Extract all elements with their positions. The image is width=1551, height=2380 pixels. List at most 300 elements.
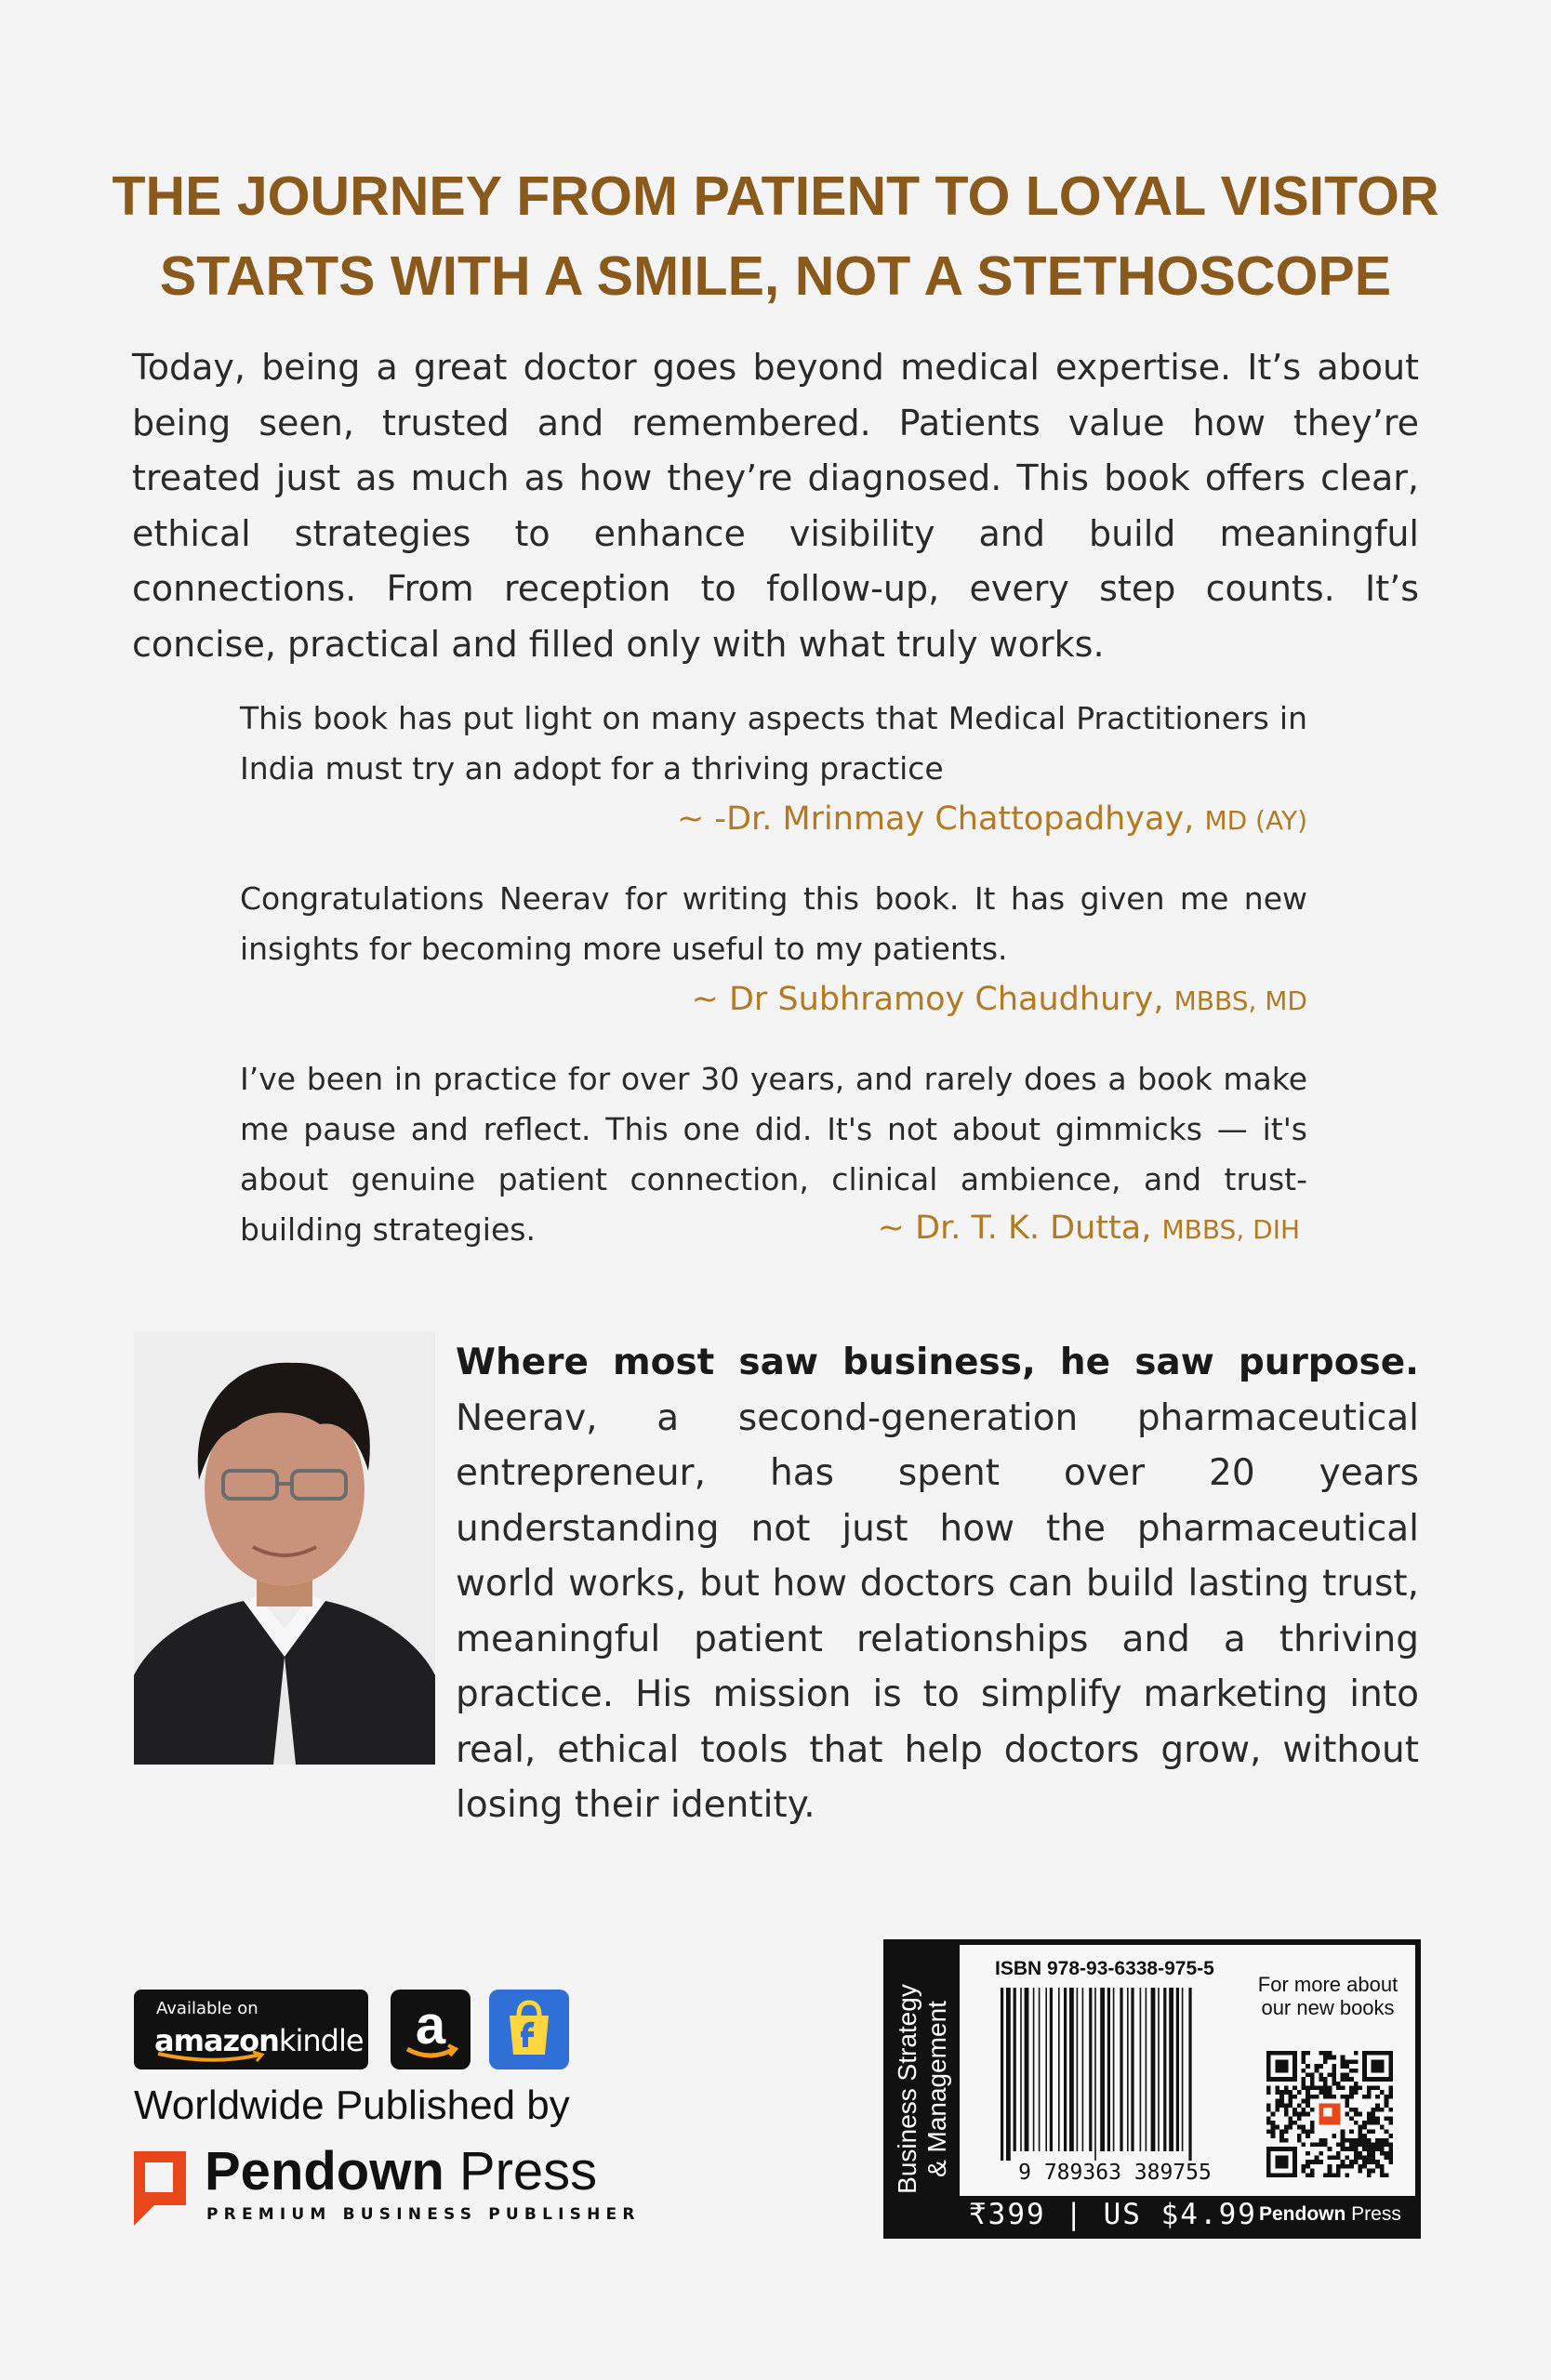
qr-module [1302,2082,1306,2086]
qr-module [1319,2086,1323,2091]
qr-module [1367,2116,1372,2121]
qr-module [1275,2108,1279,2112]
qr-module [1297,2103,1302,2108]
testimonial-signature [878,1203,1300,1255]
qr-module [1302,2164,1306,2169]
qr-module [1297,2134,1302,2138]
qr-module [1358,2086,1362,2091]
qr-module [1288,2099,1292,2104]
qr-module [1341,2160,1346,2164]
barcode-bar [1094,1988,1096,2161]
qr-module [1275,2059,1288,2072]
qr-module [1332,2072,1336,2077]
qr-module [1336,2142,1341,2147]
qr-module [1362,2147,1367,2151]
qr-module [1288,2095,1292,2099]
qr-module [1375,2116,1380,2121]
qr-module [1302,2056,1306,2060]
qr-module [1319,2077,1323,2082]
qr-module [1372,2059,1385,2072]
qr-module [1367,2129,1372,2134]
qr-module [1306,2090,1310,2095]
qr-module [1367,2151,1372,2156]
qr-module [1367,2142,1372,2147]
qr-module [1323,2090,1328,2095]
qr-module [1323,2173,1328,2177]
qr-module [1372,2156,1376,2161]
qr-module [1380,2125,1385,2130]
barcode-bar [1127,1988,1129,2151]
qr-module [1332,2069,1336,2073]
qr-module [1341,2056,1346,2060]
category-label [885,1939,960,2239]
barcode-bar [1163,1988,1166,2151]
qr-module [1341,2064,1346,2069]
qr-module [1354,2059,1359,2064]
qr-module [1336,2169,1341,2174]
testimonial-signature [240,794,1307,846]
qr-module [1358,2169,1362,2174]
qr-module [1341,2164,1346,2169]
qr-module [1362,2164,1367,2169]
qr-module [1380,2173,1385,2177]
qr-module [1284,2090,1289,2095]
qr-module [1336,2164,1341,2169]
qr-module [1275,2099,1279,2104]
qr-module [1328,2156,1332,2161]
qr-module [1345,2138,1349,2143]
qr-module [1271,2121,1276,2125]
qr-module [1323,2086,1328,2091]
qr-module [1319,2064,1323,2069]
qr-module [1349,2059,1354,2064]
qr-module [1380,2164,1385,2169]
qr-module [1323,2082,1328,2086]
author-photo [134,1331,435,1765]
qr-module [1345,2164,1349,2169]
qr-module [1341,2095,1346,2099]
qr-module [1310,2173,1315,2177]
barcode-bar [1113,1988,1115,2151]
qr-module [1388,2086,1393,2091]
qr-module [1354,2051,1359,2056]
qr-module [1297,2090,1302,2095]
qr-module [1375,2095,1380,2099]
qr-module [1362,2142,1367,2147]
svg-text:a: a [415,1995,446,2056]
qr-module [1358,2164,1362,2169]
qr-module [1336,2086,1341,2091]
qr-module [1310,2082,1315,2086]
qr-module [1385,2151,1389,2156]
qr-module [1302,2077,1306,2082]
qr-module [1332,2082,1336,2086]
qr-module [1380,2138,1385,2143]
qr-module [1275,2125,1279,2130]
qr-module [1279,2138,1284,2143]
qr-module [1354,2108,1359,2112]
qr-module [1341,2059,1346,2064]
qr-module [1362,2156,1367,2161]
qr-module [1354,2090,1359,2095]
qr-module [1271,2129,1276,2134]
qr-module [1349,2086,1354,2091]
barcode-bar [1151,1988,1156,2151]
qr-module [1362,2160,1367,2164]
qr-module [1332,2064,1336,2069]
qr-module [1275,2103,1279,2108]
qr-module [1279,2134,1284,2138]
qr-module [1367,2121,1372,2125]
qr-module [1345,2064,1349,2069]
barcode-bar [1020,1988,1022,2151]
barcode-bar [1169,1988,1173,2151]
qr-module [1385,2156,1389,2161]
isbn-label: ISBN 978-93-6338-975-5 [995,1958,1214,1979]
qr-module [1302,2059,1306,2064]
qr-module [1310,2142,1315,2147]
qr-module [1372,2112,1376,2117]
barcode-bar [1182,1988,1184,2151]
qr-module [1336,2156,1341,2161]
qr-module [1310,2072,1315,2077]
qr-module [1266,2086,1271,2091]
pendown-wordmark-bold: Pendown [205,2141,444,2202]
qr-module [1375,2138,1380,2143]
qr-module [1354,2112,1359,2117]
qr-module [1271,2112,1276,2117]
qr-module [1306,2134,1310,2138]
barcode-bar [1001,1988,1003,2161]
pendown-wordmark-light: Press [444,2141,598,2202]
testimonial-author: ~ -Dr. Mrinmay Chattopadhyay, [676,800,1205,838]
qr-module [1288,2103,1292,2108]
qr-module [1288,2121,1292,2125]
qr-module [1315,2086,1319,2091]
qr-module [1388,2116,1393,2121]
qr-module [1297,2138,1302,2143]
qr-module [1358,2151,1362,2156]
qr-module [1358,2156,1362,2161]
qr-module [1372,2169,1376,2174]
qr-module [1380,2090,1385,2095]
qr-module [1367,2156,1372,2161]
qr-module [1388,2095,1393,2099]
qr-module [1380,2169,1385,2174]
barcode-bar [1045,1988,1047,2151]
qr-module [1367,2160,1372,2164]
testimonial-credentials: MD (AY) [1204,805,1307,836]
qr-module [1336,2173,1341,2177]
qr-module [1319,2090,1323,2095]
qr-module [1341,2134,1346,2138]
qr-module [1319,2160,1323,2164]
qr-module [1354,2147,1359,2151]
barcode-bar [1146,1988,1147,2151]
qr-module [1358,2134,1362,2138]
qr-module [1275,2090,1279,2095]
qr-module [1354,2138,1359,2143]
qr-module [1341,2129,1346,2134]
qr-module [1349,2142,1354,2147]
qr-module [1292,2108,1297,2112]
qr-module [1341,2147,1346,2151]
qr-module [1372,2142,1376,2147]
qr-module [1315,2156,1319,2161]
qr-module [1279,2095,1284,2099]
qr-module [1332,2095,1336,2099]
qr-module [1345,2099,1349,2104]
qr-module [1302,2099,1306,2104]
qr-module [1279,2090,1284,2095]
qr-module [1375,2121,1380,2125]
qr-module [1323,2142,1328,2147]
qr-module [1375,2160,1380,2164]
barcode-bar [1069,1988,1074,2151]
qr-module [1302,2086,1306,2091]
qr-module [1271,2134,1276,2138]
qr-module [1288,2116,1292,2121]
qr-module [1349,2138,1354,2143]
category-line-2: & Management [922,2001,951,2177]
qr-module [1302,2169,1306,2174]
barcode-bar [1077,1988,1079,2151]
qr-module [1354,2082,1359,2086]
qr-module [1328,2051,1332,2056]
qr-module [1341,2138,1346,2143]
testimonial-credentials: MBBS, DIH [1161,1214,1300,1245]
qr-module [1367,2090,1372,2095]
qr-module [1328,2164,1332,2169]
qr-module [1354,2151,1359,2156]
qr-module [1367,2138,1372,2143]
qr-module [1306,2164,1310,2169]
qr-module [1349,2108,1354,2112]
qr-module [1332,2156,1336,2161]
qr-module [1302,2142,1306,2147]
qr-module [1385,2116,1389,2121]
qr-module [1315,2095,1319,2099]
qr-module [1380,2142,1385,2147]
qr-module [1275,2156,1288,2169]
headline-line-1: THE JOURNEY FROM PATIENT TO LOYAL VISITOR [112,165,1439,227]
qr-module [1354,2142,1359,2147]
qr-module [1349,2069,1354,2073]
qr-module [1266,2116,1271,2121]
qr-module [1388,2147,1393,2151]
qr-module [1336,2151,1341,2156]
testimonial-text: I’ve been in practice for over 30 years, and rarely does a book make me pause and reflect. This one did. It's not about gimmicks — it's about genuine patient connection, clinical ambience, and trust-building strategies. [240,1061,1307,1248]
qr-module [1271,2125,1276,2130]
barcode-bar [1033,1988,1035,2151]
qr-module [1306,2064,1310,2069]
qr-module [1266,2108,1271,2112]
category-line-1: Business Strategy [893,1984,921,2194]
author-bio [456,1335,1419,1833]
barcode-bar [1064,1988,1067,2151]
qr-module [1328,2147,1332,2151]
testimonial-2 [240,874,1307,1026]
price-label: ₹399 | US $4.99 [969,2198,1257,2231]
qr-module [1297,2112,1302,2117]
qr-module [1266,2121,1271,2125]
testimonial-3 [240,1054,1307,1255]
qr-module [1319,2138,1323,2143]
qr-module [1367,2169,1372,2174]
qr-module [1328,2169,1332,2174]
qr-code[interactable] [1266,2051,1393,2177]
qr-module [1349,2129,1354,2134]
qr-module [1306,2099,1310,2104]
qr-module [1323,2138,1328,2143]
qr-module [1388,2151,1393,2156]
qr-module [1323,2095,1328,2099]
qr-module [1302,2125,1306,2130]
qr-module [1372,2129,1376,2134]
isbn-barcode [995,1988,1235,2183]
qr-module [1388,2156,1393,2161]
barcode-bar [1058,1988,1060,2151]
qr-module [1266,2129,1271,2134]
qr-module [1310,2077,1315,2082]
qr-module [1279,2129,1284,2134]
qr-module [1306,2112,1310,2117]
qr-module [1310,2125,1315,2130]
strip-publisher-bold: Pendown [1259,2203,1346,2225]
qr-module [1288,2125,1292,2130]
qr-module [1284,2108,1289,2112]
qr-module [1358,2138,1362,2143]
qr-module [1349,2095,1354,2099]
qr-module [1345,2147,1349,2151]
testimonial-credentials: MBBS, MD [1173,985,1307,1016]
published-by-label: Worldwide Published by [134,2082,570,2128]
qr-module [1375,2164,1380,2169]
barcode-bar [1089,1988,1092,2151]
qr-module [1319,2151,1323,2156]
qr-module [1332,2173,1336,2177]
qr-module [1332,2056,1336,2060]
barcode-bar [1039,1988,1041,2151]
qr-module [1315,2142,1319,2147]
barcode-bar [1131,1988,1133,2151]
qr-module [1284,2086,1289,2091]
qr-module [1310,2108,1315,2112]
qr-module [1341,2077,1346,2082]
qr-module [1349,2160,1354,2164]
qr-module [1349,2164,1354,2169]
qr-module [1385,2142,1389,2147]
qr-module [1306,2086,1310,2091]
kindle-wordmark: kindle [278,2023,364,2058]
qr-module [1345,2059,1349,2064]
qr-module [1372,2108,1376,2112]
qr-module [1362,2125,1367,2130]
amazon-kindle-badge[interactable] [134,1990,368,2069]
qr-module [1354,2160,1359,2164]
qr-module [1275,2086,1279,2091]
qr-module [1279,2099,1284,2104]
qr-module [1385,2138,1389,2143]
qr-module [1284,2138,1289,2143]
qr-module [1328,2086,1332,2091]
qr-module [1284,2129,1289,2134]
amazon-app-icon[interactable] [391,1990,471,2069]
qr-module [1284,2103,1289,2108]
qr-module [1345,2072,1349,2077]
barcode-bar [1006,1988,1011,2161]
qr-module [1358,2142,1362,2147]
qr-module [1319,2142,1323,2147]
qr-module [1372,2086,1376,2091]
qr-module [1372,2160,1376,2164]
qr-module [1345,2156,1349,2161]
qr-module [1306,2072,1310,2077]
headline-line-2: STARTS WITH A SMILE, NOT A STETHOSCOPE [159,245,1392,307]
qr-module [1315,2160,1319,2164]
flipkart-app-icon[interactable] [489,1990,569,2069]
qr-module [1310,2129,1315,2134]
qr-module [1302,2069,1306,2073]
qr-module [1302,2051,1306,2056]
bio-text: Neerav, a second-generation pharmaceutical entrepreneur, has spent over 20 years understanding not just how the pharmaceutical world works, but how doctors can build lasting trust, meaningful patient relationships and a thriving practice. His mission is to simplify marketing into real, ethical tools that help doctors grow, without losing their identity. [456,1396,1419,1826]
bio-lead: Where most saw business, he saw purpose. [456,1342,1419,1383]
strip-publisher-label [1259,2203,1401,2226]
qr-module [1315,2069,1319,2073]
more-books-label: For more about our new books [1257,1973,1399,2019]
qr-module [1362,2138,1367,2143]
qr-module [1323,2077,1328,2082]
qr-module [1341,2142,1346,2147]
qr-module [1388,2108,1393,2112]
qr-module [1284,2112,1289,2117]
qr-module [1367,2086,1372,2091]
qr-module [1358,2125,1362,2130]
qr-module [1323,2056,1328,2060]
testimonial-signature [240,974,1307,1026]
qr-module [1306,2160,1310,2164]
testimonial-author: ~ Dr Subhramoy Chaudhury, [691,981,1174,1018]
qr-module [1332,2077,1336,2082]
qr-module [1310,2095,1315,2099]
qr-module [1385,2103,1389,2108]
qr-module [1388,2160,1393,2164]
qr-module [1323,2051,1328,2056]
qr-module [1292,2121,1297,2125]
barcode-bar [1120,1988,1122,2151]
barcode-bar [1082,1988,1084,2151]
qr-module [1349,2116,1354,2121]
qr-module [1328,2173,1332,2177]
qr-module [1328,2056,1332,2060]
qr-module [1310,2160,1315,2164]
qr-module [1380,2108,1385,2112]
strip-publisher-light: Press [1346,2203,1401,2225]
qr-module [1372,2121,1376,2125]
testimonial-author: ~ Dr. T. K. Dutta, [877,1210,1162,1247]
qr-module [1388,2134,1393,2138]
qr-module [1336,2082,1341,2086]
qr-module [1306,2129,1310,2134]
available-on-label: Available on [156,1999,258,2018]
barcode-bar [1014,1988,1016,2151]
qr-module [1310,2169,1315,2174]
qr-module [1349,2077,1354,2082]
qr-module [1319,2072,1323,2077]
qr-module [1266,2090,1271,2095]
qr-module [1358,2129,1362,2134]
intro-paragraph: Today, being a great doctor goes beyond medical expertise. It’s about being seen, trusted and remembered. Patients value how they’re treated just as much as how they’re diagnosed. This book offers clear, ethical strategies to enhance visibility and build meaningful connections. From reception to follow-up, every step counts. It’s concise, practical and filled only with what truly works. [132,347,1419,665]
